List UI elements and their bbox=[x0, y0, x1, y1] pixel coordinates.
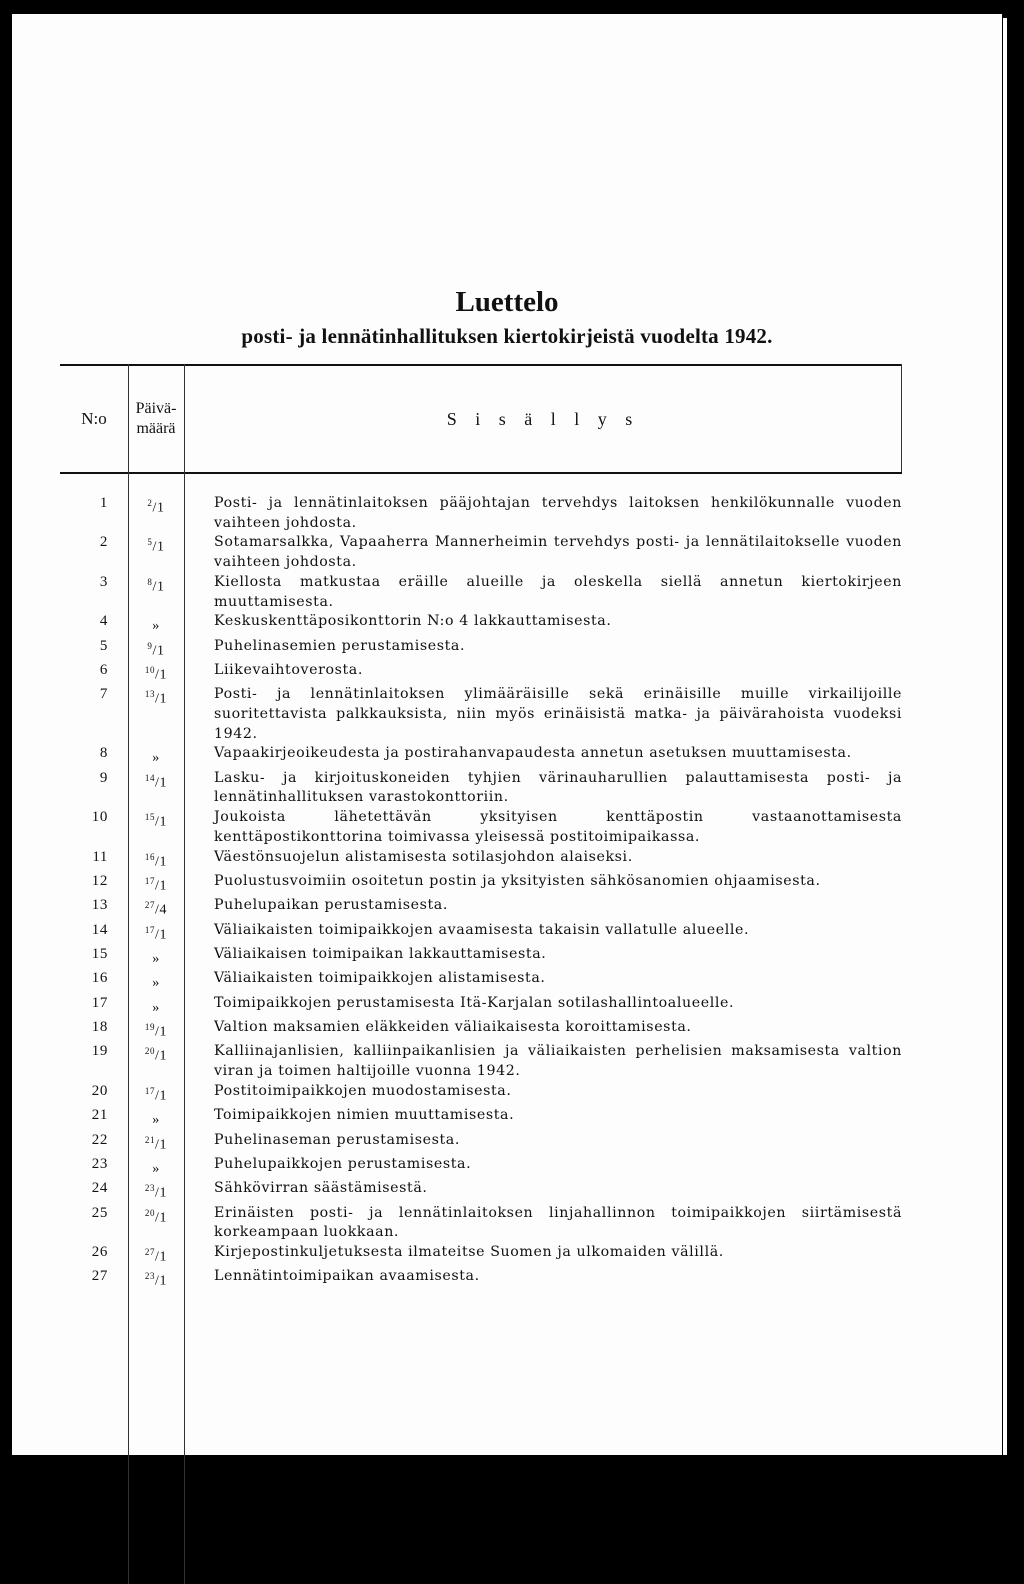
row-date-month: /1 bbox=[155, 691, 168, 707]
table-row bbox=[60, 744, 902, 768]
row-text: Puolustusvoimiin osoitetun postin ja yksityisten sähkösanomien ohjaamisesta. bbox=[214, 872, 821, 889]
row-text: Sotamarsalkka, Vapaaherra Mannerheimin tervehdys posti- ja lennätilaitokselle vuoden vaihteen johdosta. bbox=[214, 534, 902, 571]
row-number: 9 bbox=[99, 769, 108, 786]
row-date-month: /1 bbox=[155, 927, 168, 943]
row-date bbox=[128, 1082, 184, 1106]
table-row bbox=[60, 1131, 902, 1155]
row-date-day: 23 bbox=[144, 1183, 156, 1194]
row-date-day: 9 bbox=[147, 640, 153, 651]
table-row bbox=[60, 994, 902, 1018]
row-date-month: /1 bbox=[155, 814, 168, 830]
row-date-day: 13 bbox=[144, 689, 156, 700]
row-text: Postitoimipaikkojen muodostamisesta. bbox=[214, 1082, 512, 1099]
row-date-month: » bbox=[152, 751, 160, 767]
row-date-month: » bbox=[152, 618, 160, 634]
row-number: 1 bbox=[99, 495, 108, 511]
row-date-month: /1 bbox=[152, 579, 165, 595]
table-row bbox=[60, 872, 902, 896]
row-number: 17 bbox=[91, 994, 108, 1011]
row-date-day: 2 bbox=[147, 498, 153, 508]
row-text: Väliaikaisen toimipaikan lakkauttamisesta. bbox=[214, 946, 547, 963]
row-date-month: /1 bbox=[152, 500, 165, 516]
table-row bbox=[60, 1082, 902, 1106]
row-date-month: » bbox=[152, 1161, 160, 1177]
row-number: 18 bbox=[91, 1019, 108, 1036]
row-date bbox=[128, 769, 184, 808]
table-row bbox=[60, 1018, 902, 1042]
table-header bbox=[60, 364, 902, 474]
row-date-month: /1 bbox=[152, 540, 165, 556]
row-date-day: 14 bbox=[144, 772, 156, 783]
row-text: Toimipaikkojen perustamisesta Itä-Karjalan sotilashallintoalueelle. bbox=[214, 994, 735, 1011]
page-subtitle: posti- ja lennätinhallituksen kiertokirjeistä vuodelta 1942. bbox=[241, 324, 773, 348]
table-row bbox=[60, 1204, 902, 1243]
row-date bbox=[128, 494, 184, 533]
row-date bbox=[128, 969, 184, 993]
row-date-month: /1 bbox=[152, 643, 165, 659]
row-date bbox=[128, 744, 184, 768]
table-row bbox=[60, 573, 902, 612]
row-number: 27 bbox=[91, 1268, 108, 1285]
row-date-month: » bbox=[152, 951, 160, 967]
row-number: 25 bbox=[91, 1204, 108, 1221]
row-date-month: /1 bbox=[155, 1137, 168, 1153]
row-date bbox=[128, 661, 184, 685]
row-number: 23 bbox=[91, 1155, 108, 1172]
row-number: 2 bbox=[99, 534, 108, 551]
row-text: Puhelinaseman perustamisesta. bbox=[214, 1131, 460, 1148]
row-date-day: 16 bbox=[144, 851, 156, 862]
row-text: Väliaikaisten toimipaikkojen avaamisesta takaisin vallatulle alueelle. bbox=[214, 921, 750, 938]
row-date bbox=[128, 1204, 184, 1243]
circulars-table bbox=[60, 364, 902, 1290]
row-date bbox=[128, 921, 184, 945]
row-text: Toimipaikkojen nimien muuttamisesta. bbox=[214, 1107, 515, 1124]
row-date-month: /1 bbox=[155, 1024, 168, 1040]
row-date bbox=[128, 896, 184, 920]
row-date bbox=[128, 612, 184, 636]
row-date bbox=[128, 945, 184, 969]
row-number: 8 bbox=[99, 745, 108, 762]
row-number: 24 bbox=[91, 1180, 108, 1197]
row-text: Keskuskenttäposikonttorin N:o 4 lakkauttamisesta. bbox=[214, 613, 612, 630]
row-date bbox=[128, 1179, 184, 1203]
row-date-day: 27 bbox=[144, 1247, 156, 1258]
row-date bbox=[128, 994, 184, 1018]
row-date-day: 15 bbox=[144, 812, 156, 823]
table-row bbox=[60, 969, 902, 993]
row-number: 4 bbox=[99, 613, 108, 630]
row-text: Puhelupaikkojen perustamisesta. bbox=[214, 1155, 472, 1172]
row-date bbox=[128, 872, 184, 896]
row-date-month: » bbox=[152, 976, 160, 992]
row-text: Erinäisten posti- ja lennätinlaitoksen linjahallinnon toimipaikkojen siirtämisestä korkeampaan luokkaan. bbox=[214, 1204, 902, 1241]
row-date-day: 5 bbox=[147, 537, 153, 548]
row-number: 13 bbox=[91, 897, 108, 914]
row-text: Puhelinasemien perustamisesta. bbox=[214, 637, 466, 654]
row-date bbox=[128, 637, 184, 661]
header-number: N:o bbox=[81, 409, 107, 428]
row-date-day: 17 bbox=[144, 875, 156, 886]
row-text: Joukoista lähetettävän yksityisen kenttäpostin vastaanottamisesta kenttäpostikonttorina toimivassa yleisessä postitoimipaikassa. bbox=[214, 809, 902, 845]
row-number: 10 bbox=[91, 809, 108, 826]
row-text: Posti- ja lennätinlaitoksen ylimääräisille sekä erinäisille muille virkailijoille suoritettavista palkkauksista, niin myös erinäisistä matka- ja päivärahoista vuodeksi 1942. bbox=[214, 686, 902, 742]
row-number: 20 bbox=[91, 1082, 108, 1099]
document-page bbox=[12, 14, 1002, 1455]
row-text: Liikevaihtoverosta. bbox=[214, 661, 363, 678]
row-date bbox=[128, 573, 184, 612]
row-date-day: 17 bbox=[144, 924, 156, 935]
row-date bbox=[128, 685, 184, 744]
row-date-month: /1 bbox=[155, 1274, 168, 1290]
table-row bbox=[60, 921, 902, 945]
row-number: 5 bbox=[99, 637, 108, 654]
table-row bbox=[60, 1042, 902, 1081]
row-date-month: /4 bbox=[155, 902, 168, 918]
header-content: S i s ä l l y s bbox=[446, 408, 640, 429]
row-text: Väestönsuojelun alistamisesta sotilasjohdon alaiseksi. bbox=[214, 848, 633, 865]
row-date-month: /1 bbox=[155, 878, 168, 894]
table-row bbox=[60, 1179, 902, 1203]
row-number: 15 bbox=[91, 946, 108, 963]
row-date bbox=[128, 533, 184, 572]
row-text: Vapaakirjeoikeudesta ja postirahanvapaudesta annetun asetuksen muuttamisesta. bbox=[214, 745, 852, 762]
row-date bbox=[128, 1106, 184, 1130]
table-row bbox=[60, 685, 902, 744]
row-number: 21 bbox=[91, 1107, 108, 1124]
table-body bbox=[60, 494, 902, 1292]
row-date bbox=[128, 1155, 184, 1179]
row-date bbox=[128, 1267, 184, 1291]
row-date-day: 17 bbox=[144, 1085, 156, 1096]
row-text: Lennätintoimipaikan avaamisesta. bbox=[214, 1268, 480, 1285]
row-number: 14 bbox=[91, 921, 108, 938]
edge-rule bbox=[1003, 18, 1007, 1455]
row-date bbox=[128, 848, 184, 872]
table-row bbox=[60, 769, 902, 808]
row-date bbox=[128, 1042, 184, 1081]
table-row bbox=[60, 1106, 902, 1130]
row-date-month: /1 bbox=[155, 1249, 168, 1265]
row-text: Väliaikaisten toimipaikkojen alistamisesta. bbox=[214, 970, 546, 987]
table-row bbox=[60, 1155, 902, 1179]
row-date-month: /1 bbox=[155, 1049, 168, 1065]
table-row bbox=[60, 494, 902, 533]
row-date-day: 20 bbox=[144, 1207, 156, 1218]
row-text: Kiellosta matkustaa eräille alueille ja oleskella siellä annetun kiertokirjeen muuttamisesta. bbox=[214, 573, 902, 610]
row-date bbox=[128, 1131, 184, 1155]
row-date-day: 19 bbox=[144, 1022, 156, 1033]
row-text: Lasku- ja kirjoituskoneiden tyhjien värinauharullien palauttamisesta posti- ja lennätinhallituksen varastokonttoriin. bbox=[214, 769, 902, 806]
row-date-month: /1 bbox=[155, 775, 168, 791]
row-text: Posti- ja lennätinlaitoksen pääjohtajan tervehdys laitoksen henkilökunnalle vuoden vaihteen johdosta. bbox=[214, 495, 902, 531]
row-date-month: /1 bbox=[155, 1088, 168, 1104]
row-number: 11 bbox=[92, 848, 108, 865]
table-row bbox=[60, 945, 902, 969]
row-date-day: 8 bbox=[147, 576, 153, 587]
table-row bbox=[60, 612, 902, 636]
row-number: 12 bbox=[91, 872, 108, 889]
row-date-day: 27 bbox=[144, 900, 156, 911]
row-date-day: 10 bbox=[144, 664, 156, 675]
table-row bbox=[60, 848, 902, 872]
row-date-day: 23 bbox=[144, 1271, 156, 1282]
row-text: Kirjepostinkuljetuksesta ilmateitse Suomen ja ulkomaiden välillä. bbox=[214, 1244, 724, 1261]
row-date-day: 20 bbox=[144, 1046, 156, 1057]
row-number: 19 bbox=[91, 1043, 108, 1060]
row-text: Kalliinajanlisien, kalliinpaikanlisien ja väliaikaisten perhelisien maksamisesta valtion viran ja toimen haltijoille vuonna 1942. bbox=[214, 1043, 902, 1080]
row-text: Valtion maksamien eläkkeiden väliaikaisesta koroittamisesta. bbox=[214, 1019, 692, 1036]
row-number: 3 bbox=[99, 573, 108, 590]
page-title: Luettelo bbox=[455, 286, 559, 318]
row-text: Sähkövirran säästämisestä. bbox=[214, 1180, 428, 1197]
row-number: 16 bbox=[91, 970, 108, 987]
row-text: Puhelupaikan perustamisesta. bbox=[214, 897, 448, 914]
row-date-month: /1 bbox=[155, 1210, 168, 1226]
row-date-month: /1 bbox=[155, 667, 168, 683]
row-date-month: /1 bbox=[155, 1185, 168, 1201]
table-row bbox=[60, 1267, 902, 1291]
row-date-day: 21 bbox=[144, 1134, 156, 1145]
row-date-month: /1 bbox=[155, 854, 168, 870]
row-date-month: » bbox=[152, 1000, 160, 1016]
table-row bbox=[60, 808, 902, 847]
column-divider bbox=[901, 364, 902, 472]
row-date bbox=[128, 1243, 184, 1267]
table-row bbox=[60, 637, 902, 661]
row-date-month: » bbox=[152, 1112, 160, 1128]
row-date bbox=[128, 808, 184, 847]
header-date: Päivä- määrä bbox=[135, 400, 177, 437]
table-row bbox=[60, 1243, 902, 1267]
row-number: 22 bbox=[91, 1131, 108, 1148]
table-row bbox=[60, 896, 902, 920]
row-number: 6 bbox=[99, 661, 108, 678]
table-row bbox=[60, 533, 902, 572]
table-row bbox=[60, 661, 902, 685]
row-number: 7 bbox=[99, 686, 108, 703]
row-date bbox=[128, 1018, 184, 1042]
row-number: 26 bbox=[91, 1244, 108, 1261]
